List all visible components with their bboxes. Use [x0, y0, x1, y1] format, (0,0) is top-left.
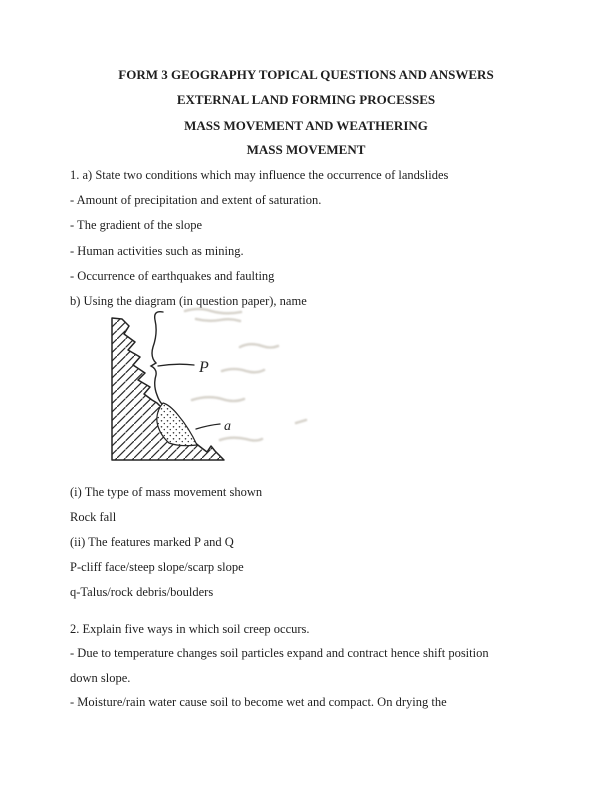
answer-line: - Due to temperature changes soil particles expand and contract hence shift position [70, 646, 489, 660]
question-1b-prompt: b) Using the diagram (in question paper), name [70, 294, 307, 308]
p-pointer-line [158, 364, 194, 366]
diagram-label-q: a [224, 419, 231, 434]
answer-line: - Amount of precipitation and extent of saturation. [70, 193, 322, 207]
doc-subtitle-1: EXTERNAL LAND FORMING PROCESSES [176, 92, 436, 107]
answer-line: - The gradient of the slope [70, 218, 203, 232]
question-1bi-prompt: (i) The type of mass movement shown [70, 485, 263, 499]
question-2-prompt: 2. Explain five ways in which soil creep occurs. [70, 622, 310, 636]
q-pointer-line [196, 424, 220, 429]
answer-line: q-Talus/rock debris/boulders [70, 585, 214, 599]
answer-line: down slope. [70, 671, 131, 685]
answer-line: - Occurrence of earthquakes and faulting [70, 269, 275, 283]
rockfall-diagram-drawing [100, 305, 315, 470]
doc-subtitle-2: MASS MOVEMENT AND WEATHERING [184, 118, 428, 133]
doc-subtitle-3: MASS MOVEMENT [246, 142, 366, 157]
diagram-label-p: P [199, 359, 209, 376]
answer-line: Rock fall [70, 510, 117, 524]
rockfall-diagram [100, 305, 315, 470]
answer-line: - Human activities such as mining. [70, 244, 244, 258]
question-1a-prompt: 1. a) State two conditions which may influence the occurrence of landslides [70, 168, 449, 182]
question-1bii-prompt: (ii) The features marked P and Q [70, 535, 234, 549]
doc-title: FORM 3 GEOGRAPHY TOPICAL QUESTIONS AND ANSWERS [118, 67, 494, 82]
answer-line: P-cliff face/steep slope/scarp slope [70, 560, 244, 574]
answer-line: - Moisture/rain water cause soil to become wet and compact. On drying the [70, 695, 447, 709]
cliff-face-line [151, 312, 163, 404]
